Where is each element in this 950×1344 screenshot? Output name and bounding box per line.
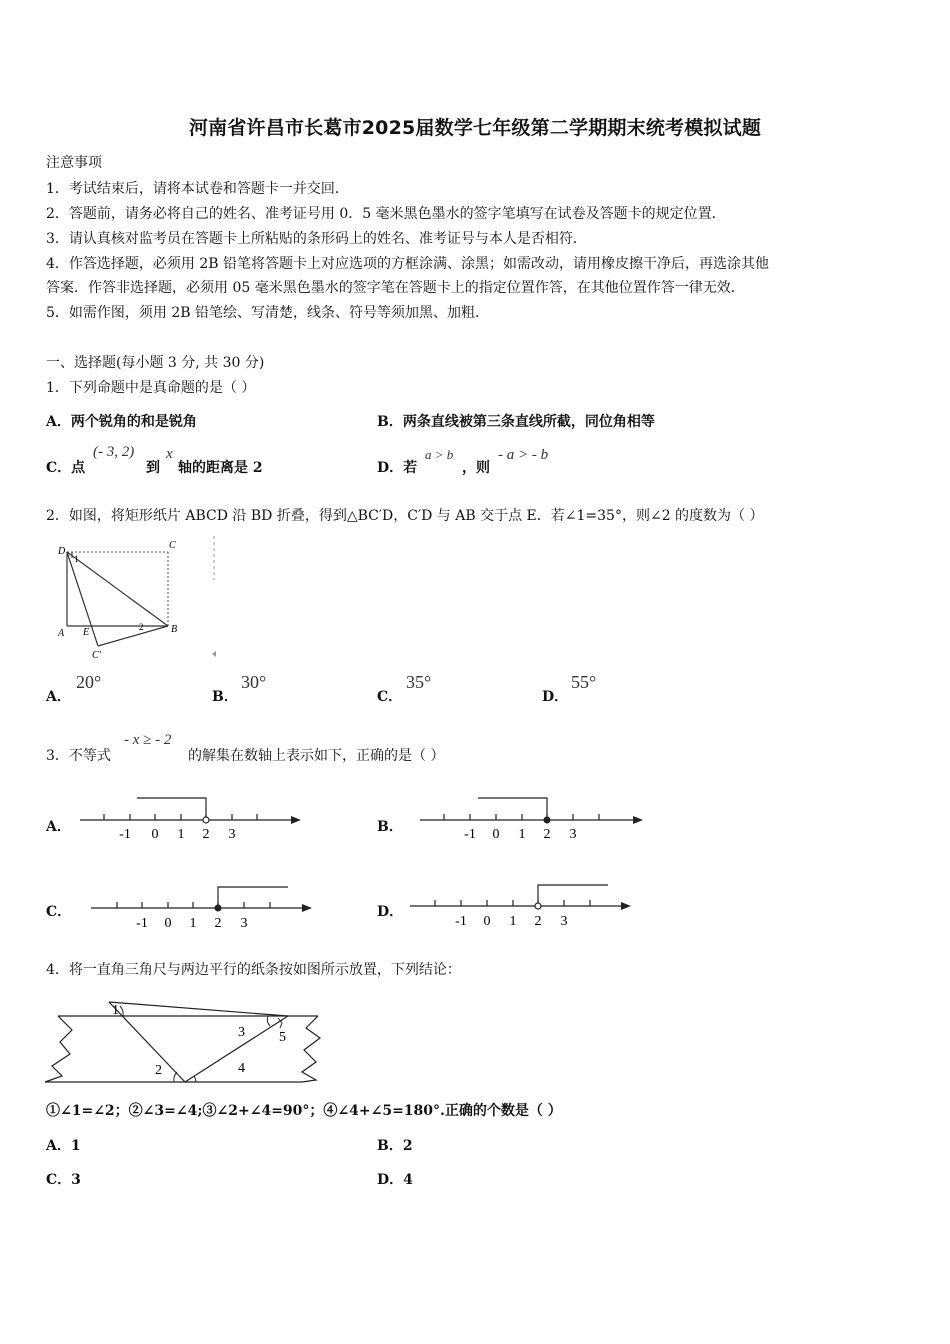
tick-label: -1 — [455, 914, 467, 929]
label-angle-2: 2 — [155, 1063, 162, 1078]
q1-option-d-condition: a > b — [425, 447, 454, 462]
q3-option-b-letter: B． — [377, 819, 403, 835]
notice-item: 3．请认真核对监考员在答题卡上所粘贴的条形码上的姓名、准考证号与本人是否相符． — [46, 231, 587, 247]
question-4-conclusions: ①∠1=∠2；②∠3=∠4;③∠2+∠4=90°；④∠4+∠5=180°.正确的个数是（ ） — [46, 1103, 562, 1119]
question-1-stem: 1．下列命题中是真命题的是（ ） — [46, 380, 256, 396]
label-angle-1: 1 — [112, 1003, 119, 1018]
tick-label: 0 — [151, 827, 159, 842]
q4-option-d: D．4 — [377, 1172, 413, 1188]
label-angle-4: 4 — [238, 1061, 245, 1076]
q2-figure-folded-rectangle — [50, 530, 230, 665]
q1-option-d-result: - a > - b — [498, 447, 549, 463]
q2-option-c-letter: C． — [377, 689, 403, 705]
tick-label: 2 — [543, 827, 551, 842]
q1-option-c-mid: 到 — [146, 460, 160, 476]
tick-label: 0 — [492, 827, 500, 842]
q2-option-b-value: 30° — [241, 672, 267, 692]
tick-label: -1 — [136, 916, 148, 931]
label-C-prime: C' — [92, 650, 101, 661]
label-D: D — [58, 546, 66, 557]
q3-option-a-number-line — [75, 792, 310, 847]
tick-label: 3 — [228, 827, 236, 842]
label-A: A — [58, 628, 65, 639]
label-angle-1: 1 — [74, 554, 79, 564]
question-3-stem-suffix: 的解集在数轴上表示如下，正确的是（ ） — [188, 748, 445, 764]
q1-option-c-axis: x — [166, 446, 173, 462]
tick-label: 2 — [202, 827, 210, 842]
tick-label: 3 — [569, 827, 577, 842]
question-3-inequality: - x ≥ - 2 — [124, 732, 172, 748]
question-4-stem: 4．将一直角三角尺与两边平行的纸条按如图所示放置，下列结论： — [46, 962, 461, 978]
tick-label: 2 — [534, 914, 542, 929]
q1-option-c-suffix: 轴的距离是 2 — [178, 460, 263, 476]
tick-label: 0 — [483, 914, 491, 929]
q4-figure-triangle-on-strip — [40, 992, 330, 1088]
notice-item: 2．答题前，请务必将自己的姓名、准考证号用 0．5 毫米黑色墨水的签字笔填写在试卷及答题卡的规定位置． — [46, 206, 726, 222]
q1-option-d-mid: ，则 — [462, 460, 490, 476]
q1-option-c-prefix: C．点 — [46, 460, 86, 476]
notice-item: 4．作答选择题，必须用 2B 铅笔将答题卡上对应选项的方框涂满、涂黑；如需改动，请用橡皮擦干净后，再选涂其他 — [46, 256, 769, 272]
label-angle-5: 5 — [279, 1030, 286, 1045]
q4-option-b: B．2 — [377, 1138, 413, 1154]
q4-option-a: A．1 — [46, 1138, 81, 1154]
tick-label: -1 — [464, 827, 476, 842]
label-angle-2: 2 — [139, 622, 144, 632]
question-2-stem: 2．如图，将矩形纸片 ABCD 沿 BD 折叠，得到△BC′D，C′D 与 AB 交于点 E．若∠1=35°，则∠2 的度数为（ ） — [46, 508, 764, 524]
tick-label: 1 — [177, 827, 185, 842]
label-C: C — [169, 540, 176, 551]
q3-option-a-letter: A． — [46, 819, 71, 835]
label-E: E — [83, 627, 90, 638]
tick-label: -1 — [119, 827, 131, 842]
question-3-stem-prefix: 3．不等式 — [46, 748, 111, 764]
label-B: B — [171, 624, 178, 635]
page-title: 河南省许昌市长葛市2025届数学七年级第二学期期末统考模拟试题 — [188, 117, 762, 139]
q2-option-a-letter: A． — [46, 689, 71, 705]
section-heading: 一、选择题(每小题 3 分, 共 30 分) — [46, 355, 265, 371]
q1-option-b: B．两条直线被第三条直线所截，同位角相等 — [377, 414, 655, 430]
q2-option-d-letter: D． — [542, 689, 569, 705]
q2-option-a-value: 20° — [76, 672, 102, 692]
notice-item: 1．考试结束后，请将本试卷和答题卡一并交回． — [46, 181, 349, 197]
notice-heading: 注意事项 — [46, 155, 102, 171]
label-angle-3: 3 — [238, 1025, 245, 1040]
tick-label: 1 — [189, 916, 197, 931]
q1-option-d-prefix: D．若 — [377, 460, 418, 476]
notice-item: 答案．作答非选择题，必须用 05 毫米黑色墨水的签字笔在答题卡上的指定位置作答，在其他位置作答一律无效． — [46, 280, 745, 296]
q1-option-c-point: (- 3, 2) — [93, 444, 135, 460]
tick-label: 3 — [560, 914, 568, 929]
q1-option-a: A．两个锐角的和是锐角 — [46, 414, 197, 430]
tick-label: 3 — [240, 916, 248, 931]
tick-label: 0 — [164, 916, 172, 931]
q3-option-c-letter: C． — [46, 904, 72, 920]
q4-option-c: C．3 — [46, 1172, 81, 1188]
q2-option-b-letter: B． — [212, 689, 238, 705]
q3-option-b-number-line — [415, 792, 650, 847]
q3-option-d-letter: D． — [377, 904, 404, 920]
notice-item: 5．如需作图，须用 2B 铅笔绘、写清楚，线条、符号等须加黑、加粗． — [46, 305, 490, 321]
tick-label: 2 — [214, 916, 222, 931]
q2-option-c-value: 35° — [406, 672, 432, 692]
tick-label: 1 — [509, 914, 517, 929]
tick-label: 1 — [518, 827, 526, 842]
q2-option-d-value: 55° — [571, 672, 597, 692]
q3-option-d-number-line — [405, 876, 640, 931]
q3-option-c-number-line — [88, 878, 323, 933]
